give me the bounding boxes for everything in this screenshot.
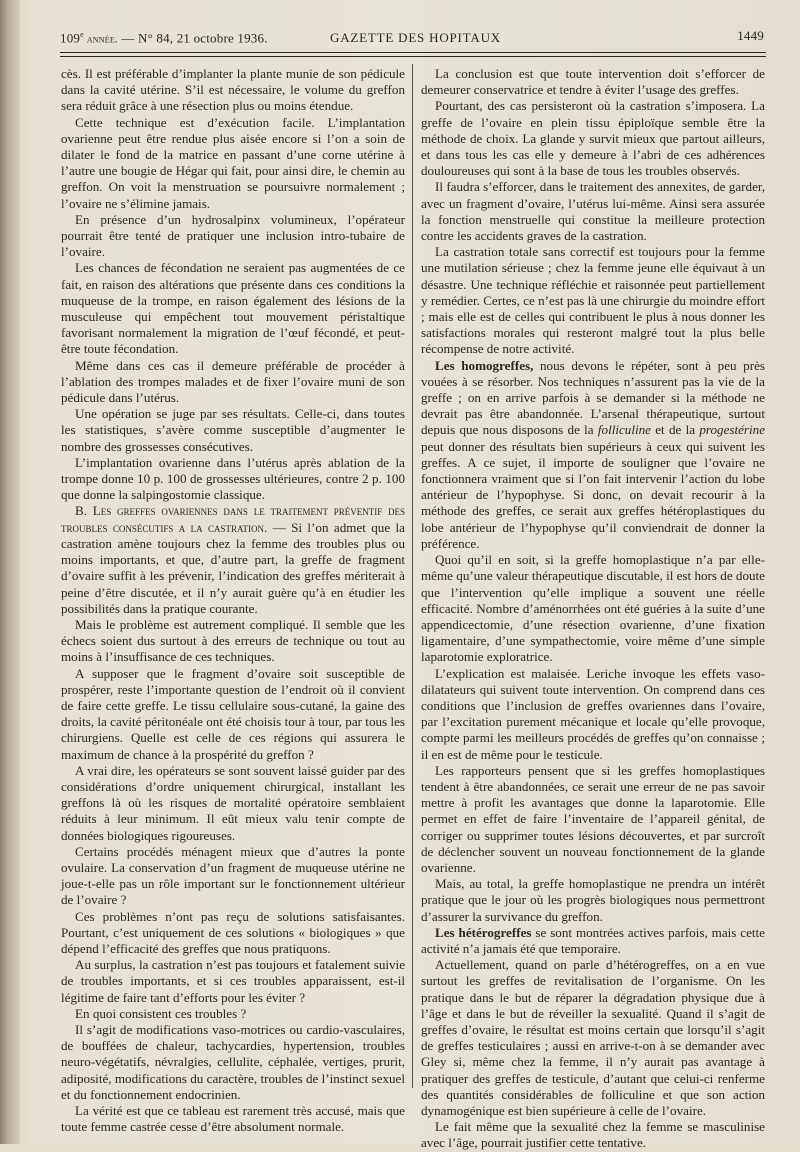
section-heading: Les greffes ovariennes dans le traitement préventif des troubles consécutifs a la castration. [61, 503, 406, 535]
paragraph: En présence d’un hydrosalpinx volumineux, l’opérateur pourrait être tenté de pratiquer une inclusion intro-tubaire de l’ovaire. [61, 211, 405, 260]
left-column [61, 66, 405, 1135]
paragraph: A supposer que le fragment d’ovaire soit susceptible de prospérer, reste l’importante question de l’endroit où il convient de faire cette greffe. Le tissu cellulaire sous-cutané, la gaine des droits, la cavité péritonéale ont été choisis tour à tour, par tous les chirurgiens. Quelle est celle de ces régions qui assurera le maximum de chance à la prospérité du greffon ? [61, 665, 405, 762]
paragraph: En quoi consistent ces troubles ? [75, 1005, 247, 1021]
issue-date: — N° 84, 21 octobre 1936. [117, 30, 268, 46]
paragraph: La vérité est que ce tableau est rarement très accusé, mais que toute femme castrée cesse d’être absolument normale. [61, 1103, 405, 1135]
paragraph: L’implantation ovarienne dans l’utérus après ablation de la trompe donne 10 p. 100 de grossesses ultérieures, contre 2 p. 100 que donne la salpingostomie classique. [61, 454, 405, 503]
section-b-paragraph [61, 503, 405, 616]
paragraph: Les rapporteurs pensent que si les greffes homoplastiques tendent à être abandonnées, ce serait une erreur de ne pas savoir mettre à profit les avantages que donne la laparotomie. Elle permet en effet de faire l’inventaire de l’appareil génital, de corriger ou supprimer toutes lésions découvertes, et par surcroît de déclencher souvent un nouveau fonctionnement de la glande ovarienne. [421, 762, 765, 875]
paragraph: A vrai dire, les opérateurs se sont souvent laissé guider par des considérations d’ordre uniquement chirurgical, installant les greffons là où les risques de mortalité opératoire semblaient réduits à leur minimum. Il eût mieux valu tenir compte de données biologiques rigoureuses. [61, 762, 405, 843]
paragraph: Mais, au total, la greffe homoplastique ne prendra un intérêt pratique que le jour où les progrès biologiques nous permettront d’assurer la survivance du greffon. [421, 876, 765, 924]
section-letter: B. [75, 503, 93, 519]
paragraph-text: se sont montrées actives parfois, mais cette activité n’a jamais été que temporaire. [421, 924, 765, 956]
page-number: 1449 [737, 28, 764, 43]
paragraph: Certains procédés ménagent mieux que d’autres la ponte ovulaire. La conservation d’un fragment de muqueuse utérine ne joue-t-elle pas un rôle important sur le fonctionnement ultérieur de l’ovaire ? [61, 843, 405, 908]
paragraph: La conclusion est que toute intervention doit s’efforcer de demeurer conservatrice et tendre à éviter l’usage des greffes. [421, 66, 765, 98]
header-rule-thin [60, 56, 766, 57]
homogreffes-paragraph [421, 358, 765, 552]
subsection-heading: Les hétérogreffes [435, 924, 532, 940]
paragraph-text: nous devons le répéter, sont à peu près vouées à se résorber. Nos techniques n’assurent pas la vie de la greffe ; on en arrive parfois à se demander si la méthode ne devrait pas être abandonnée. L’arsenal thérapeutique, surtout depuis que nous disposons de la [421, 357, 765, 438]
paragraph: Il s’agit de modifications vaso-motrices ou cardio-vasculaires, de bouffées de chaleur, tachycardies, hypertension, troubles neuro-végétatifs, névralgies, cellulite, céphalée, vertiges, prurit, adiposité, modifications du caractère, troubles de l’instinct sexuel et du fonctionnement endocrinien. [61, 1021, 405, 1102]
paragraph: L’explication est malaisée. Leriche invoque les effets vaso-dilatateurs qui suivent toute intervention. On comprend dans ces conditions que l’inclusion de greffes ovariennes dans l’ovaire, par l’excitation purement mécanique et locale qu’elle provoque, compte parmi les meilleurs procédés de greffes qu’on connaisse ; il en est de même pour le testicule. [421, 665, 765, 762]
paragraph: Actuellement, quand on parle d’hétérogreffes, on a en vue surtout les greffes de revitalisation de l’organisme. On les pratique dans le but de réparer la dégradation physique due à l’âge et dans le but de réveiller la sexualité. Quand il s’agit de greffes d’ovaire, le résultat est moins certain que lorsqu’il s’agit de greffes testiculaires ; aussi en arrive-t-on à se demander avec Gley si, même chez la femme, il n’y aurait pas avantage à pratiquer des greffes de testicule, d’autant que celui-ci renferme des quantités considérables de folliculine et que son action dynamogénique est bien supérieure à celle de l’ovaire. [421, 957, 765, 1118]
column-divider [412, 64, 413, 1088]
paragraph: Une opération se juge par ses résultats. Celle-ci, dans toutes les statistiques, s’avère comme susceptible d’augmenter le nombre des grossesses consécutives. [61, 406, 405, 454]
paragraph: La castration totale sans correctif est toujours pour la femme une mutilation sérieuse ; chez la femme jeune elle équivaut à un désastre. Une technique réfléchie et raisonnée peut partiellement y remédier. Certes, ce n’est pas là une chirurgie du moindre effort ; mais elle est de celles qui contribuent le plus à nous donner les satisfactions morales qui resteront malgré tout la plus belle récompense de notre activité. [421, 244, 765, 357]
paragraph: cès. Il est préférable d’implanter la plante munie de son pédicule dans la cavité utérine. S’il est nécessaire, le volume du greffon sera réduit grâce à une résection plus ou moins étendue. [61, 66, 405, 114]
header-rule [60, 52, 766, 53]
issue-info [60, 30, 268, 46]
year-number: 109 [60, 30, 81, 46]
paragraph: Pourtant, des cas persisteront où la castration s’imposera. La greffe de l’ovaire en plein tissu épiploïque semble être la méthode de choix. La glande y survit mieux que partout ailleurs, et dans tous les cas elle y demeure à l’abri de ces adhérences douloureuses qui sont à la base de tous les troubles observés. [421, 98, 765, 179]
paragraph-text: et de la [650, 422, 700, 438]
year-superscript: e [80, 30, 84, 39]
page-header [60, 28, 766, 50]
paragraph: Mais le problème est autrement compliqué. Il semble que les échecs soient dus surtout à des erreurs de technique ou tout au moins à l’insuffisance de ces techniques. [61, 616, 405, 665]
paragraph: Les chances de fécondation ne seraient pas augmentées de ce fait, en raison des altérations que présente dans ces conditions la muqueuse de la trompe, en raison également des lésions de la musculeuse qui empêchent tout mouvement péristaltique favorisant normalement la migration de l’œuf fécondé, et peut-être toute fécondation. [61, 260, 405, 357]
binding-spine [0, 0, 20, 1144]
section-text: — Si l’on admet que la castration amène toujours chez la femme des troubles plus ou moins importants, et que, d’autre part, la greffe de fragment d’ovaire suffit à les prévenir, l’indication des greffes mériterait à peine d’être discutée, et il n’y aurait guère qu’à en étudier les possibilités dans la pratique courante. [61, 519, 405, 616]
journal-title: GAZETTE DES HOPITAUX [330, 30, 501, 45]
subsection-heading: Les homogreffes, [435, 357, 534, 373]
paragraph: Quoi qu’il en soit, si la greffe homoplastique n’a par elle-même qu’une valeur thérapeutique discutable, il est hors de doute que l’intervention qu’elle implique a souvent une réelle efficacité. Nombre d’aménorrhées ont été guéries à la suite d’une appendicectomie, d’une résection ovarienne, d’une fixation ligamentaire, d’une sympathectomie, voire même d’une simple laparotomie exploratrice. [421, 552, 765, 665]
paragraph: Le fait même que la sexualité chez la femme se masculinise avec l’âge, pourrait justifier cette tentative. [421, 1119, 765, 1151]
heterogreffes-paragraph [421, 925, 765, 957]
right-column [421, 66, 765, 1152]
year-word: année. [83, 33, 118, 46]
italic-term: folliculine [597, 422, 651, 438]
paragraph: Même dans ces cas il demeure préférable de procéder à l’ablation des trompes malades et de fixer l’ovaire muni de son pédicule dans l’utérus. [61, 357, 405, 406]
paragraph: Ces problèmes n’ont pas reçu de solutions satisfaisantes. Pourtant, c’est uniquement de ces solutions « biologiques » que dépend l’efficacité des greffes que nous pratiquons. [61, 908, 405, 956]
paragraph: Il faudra s’efforcer, dans le traitement des annexites, de garder, avec un fragment d’ovaire, l’utérus lui-même. Ainsi sera assurée la fonction menstruelle qui constitue la meilleure protection contre les accidents graves de la castration. [421, 179, 765, 244]
paragraph: Cette technique est d’exécution facile. L’implantation ovarienne peut être rendue plus aisée encore si l’on a soin de dilater le fond de la matrice en passant d’une corne utérine à l’autre une bougie de Hégar qui fait, pour ainsi dire, le chemin au greffon. On voit la menstruation se poursuivre normalement ; l’ovaire ne s’élimine jamais. [61, 114, 405, 211]
paragraph-text: peut donner des résultats bien supérieurs à ceux qui suivent les greffes. A ce sujet, il importe de souligner que l’ovaire ne fonctionnera vraiment que si l’on fait intervenir l’action du lobe antérieur de l’hypophyse. Si donc, on devait recourir à la méthode des greffes, ce serait aux greffes hétéroplastiques du lobe antérieur de l’hypophyse qu’il conviendrait de donner la préférence. [421, 438, 765, 551]
paragraph: Au surplus, la castration n’est pas toujours et fatalement suivie de troubles importants, et si ces troubles apparaissent, est-il légitime de faire tant d’efforts pour les éviter ? [61, 957, 405, 1005]
italic-term: progestérine [699, 422, 766, 438]
